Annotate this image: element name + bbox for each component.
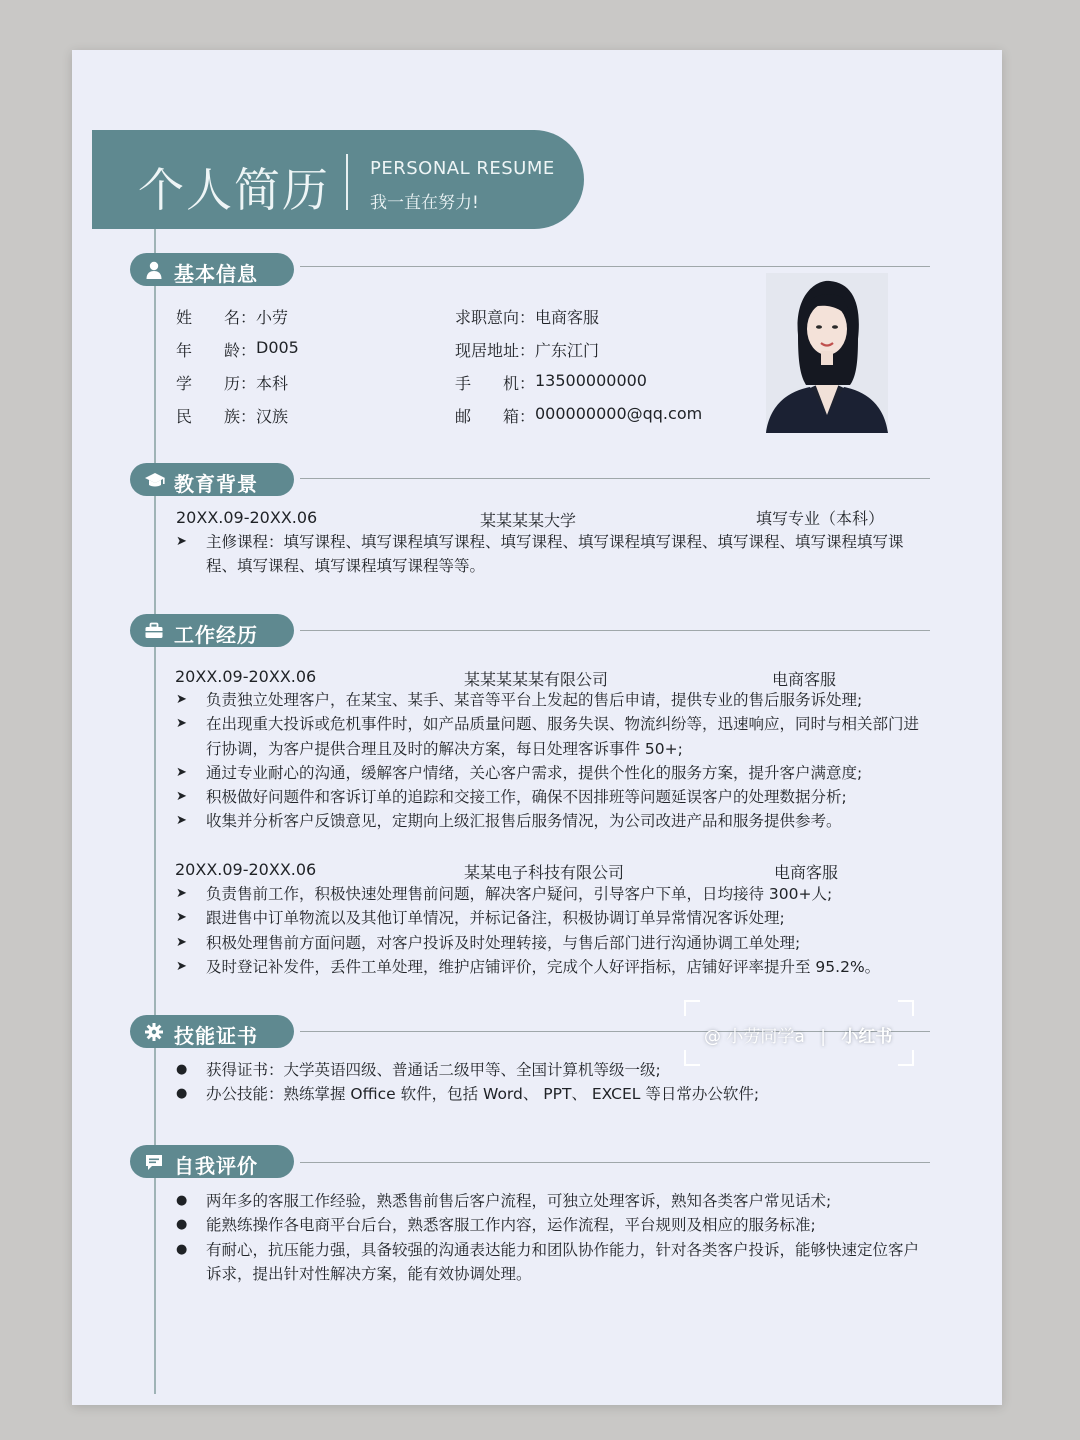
info-value: D005 — [256, 338, 299, 357]
list-item — [176, 955, 921, 979]
arrow-bullet-icon: ➤ — [176, 934, 187, 950]
info-label: 学 历： — [176, 374, 257, 393]
section-header-skills — [130, 1015, 294, 1048]
work-position: 电商客服 — [772, 670, 837, 689]
list-item — [176, 688, 921, 712]
watermark-separator: | — [820, 1027, 826, 1047]
list-item — [176, 712, 921, 761]
resume-subtitle-en: PERSONAL RESUME — [370, 158, 555, 179]
watermark-frame-corner — [684, 1000, 700, 1016]
list-item — [176, 1189, 921, 1213]
arrow-bullet-icon: ➤ — [176, 692, 187, 707]
list-item — [176, 1082, 921, 1106]
info-value: 电商客服 — [535, 308, 600, 327]
arrow-bullet-icon: ➤ — [176, 534, 187, 549]
list-item-text: 通过专业耐心的沟通，缓解客户情绪，关心客户需求，提供个性化的服务方案，提升客户满意度; — [206, 763, 863, 782]
work-period: 20XX.09-20XX.06 — [175, 667, 317, 686]
profile-photo — [766, 273, 888, 433]
info-label: 求职意向： — [455, 308, 536, 327]
dot-bullet-icon: ● — [176, 1086, 188, 1102]
list-item-text: 在出现重大投诉或危机事件时，如产品质量问题、服务失误、物流纠纷等，迅速响应，同时与相关部门进行协调，为客户提供合理且及时的解决方案，每日处理客诉事件 50+; — [206, 715, 920, 758]
resume-banner — [92, 130, 584, 229]
list-item-text: 两年多的客服工作经验，熟悉售前售后客户流程，可独立处理客诉，熟知各类客户常见话术; — [206, 1192, 832, 1210]
person-icon — [144, 260, 164, 280]
arrow-bullet-icon: ➤ — [176, 958, 187, 974]
section-divider — [300, 630, 930, 631]
info-value: 汉族 — [256, 407, 289, 426]
arrow-bullet-icon: ➤ — [176, 716, 187, 732]
dot-bullet-icon: ● — [176, 1193, 188, 1208]
work-duty-list — [176, 688, 921, 834]
watermark-frame-corner — [898, 1000, 914, 1016]
info-label: 民 族： — [176, 407, 257, 426]
info-label: 现居地址： — [455, 341, 536, 360]
list-item-text: 负责独立处理客户，在某宝、某手、某音等平台上发起的售后申请，提供专业的售后服务诉处理; — [206, 691, 863, 709]
dot-bullet-icon: ● — [176, 1062, 188, 1077]
dot-bullet-icon: ● — [176, 1217, 188, 1233]
list-item-text: 有耐心，抗压能力强，具备较强的沟通表达能力和团队协作能力，针对各类客户投诉，能够快速定位客户诉求，提出针对性解决方案，能有效协调处理。 — [206, 1240, 920, 1283]
section-header-basic-info — [130, 253, 294, 286]
education-course-list — [176, 530, 921, 579]
info-value: 广东江门 — [535, 341, 600, 360]
arrow-bullet-icon: ➤ — [176, 789, 187, 805]
section-header-work — [130, 614, 294, 647]
briefcase-icon — [144, 621, 164, 641]
arrow-bullet-icon: ➤ — [176, 886, 187, 901]
section-divider — [300, 1162, 930, 1163]
info-value: 000000000@qq.com — [535, 404, 703, 423]
section-header-education — [130, 463, 294, 496]
dot-bullet-icon: ● — [176, 1241, 188, 1257]
list-item-text: 主修课程：填写课程、填写课程填写课程、填写课程、填写课程填写课程、填写课程、填写课程填写课程、填写课程、填写课程填写课程等等。 — [206, 533, 904, 576]
watermark-brand: 小红书 — [841, 1027, 893, 1047]
list-item — [176, 906, 921, 930]
section-label: 基本信息 — [174, 262, 258, 286]
list-item — [176, 530, 921, 579]
watermark-handle: @ 小劳同学a — [704, 1027, 805, 1047]
work-position: 电商客服 — [774, 863, 839, 882]
list-item — [176, 761, 921, 785]
list-item-text: 跟进售中订单物流以及其他订单情况，并标记备注，积极协调订单异常情况客诉处理; — [206, 909, 785, 928]
watermark-text — [704, 1022, 892, 1047]
watermark-frame-corner — [684, 1050, 700, 1066]
info-label: 年 龄： — [176, 341, 257, 360]
self-evaluation-list — [176, 1189, 921, 1286]
list-item — [176, 809, 921, 833]
list-item-text: 获得证书：大学英语四级、普通话二级甲等、全国计算机等级一级; — [206, 1061, 661, 1079]
section-label: 工作经历 — [174, 623, 258, 647]
education-major: 填写专业（本科） — [756, 509, 885, 528]
list-item-text: 办公技能：熟练掌握 Office 软件，包括 Word、 PPT、 EXCEL 等日常办公软件; — [206, 1085, 760, 1104]
info-value: 小劳 — [256, 308, 289, 327]
list-item — [176, 1213, 921, 1237]
graduation-cap-icon — [144, 470, 164, 490]
list-item — [176, 1238, 921, 1287]
list-item — [176, 882, 921, 906]
work-company: 某某某某某有限公司 — [464, 670, 609, 689]
work-company: 某某电子科技有限公司 — [464, 863, 625, 882]
info-value: 本科 — [256, 374, 289, 393]
list-item — [176, 931, 921, 955]
education-school: 某某某某大学 — [480, 511, 577, 530]
list-item-text: 及时登记补发件，丢件工单处理，维护店铺评价，完成个人好评指标，店铺好评率提升至 95.2%。 — [206, 957, 881, 976]
banner-divider — [346, 154, 348, 210]
section-divider — [300, 478, 930, 479]
resume-paper — [72, 50, 1002, 1405]
info-label: 手 机： — [455, 374, 536, 393]
list-item-text: 积极做好问题件和客诉订单的追踪和交接工作，确保不因排班等问题延误客户的处理数据分析; — [206, 788, 847, 807]
list-item-text: 负责售前工作，积极快速处理售前问题，解决客户疑问，引导客户下单，日均接待 300+人; — [206, 885, 833, 903]
watermark — [684, 1000, 914, 1066]
arrow-bullet-icon: ➤ — [176, 764, 187, 780]
list-item — [176, 785, 921, 809]
section-label: 技能证书 — [174, 1024, 258, 1048]
list-item-text: 收集并分析客户反馈意见，定期向上级汇报售后服务情况，为公司改进产品和服务提供参考。 — [206, 812, 842, 831]
info-label: 姓 名： — [176, 308, 257, 327]
watermark-frame-corner — [898, 1050, 914, 1066]
list-item-text: 能熟练操作各电商平台后台，熟悉客服工作内容，运作流程，平台规则及相应的服务标准; — [206, 1216, 816, 1235]
section-divider — [300, 266, 930, 267]
resume-title: 个人简历 — [138, 163, 330, 217]
gear-icon — [144, 1022, 164, 1042]
resume-motto: 我一直在努力! — [370, 193, 479, 213]
list-item-text: 积极处理售前方面问题，对客户投诉及时处理转接，与售后部门进行沟通协调工单处理; — [206, 933, 801, 952]
education-period: 20XX.09-20XX.06 — [176, 508, 318, 527]
info-label: 邮 箱： — [455, 407, 536, 426]
arrow-bullet-icon: ➤ — [176, 910, 187, 926]
work-period: 20XX.09-20XX.06 — [175, 860, 317, 879]
info-value: 13500000000 — [535, 371, 647, 390]
timeline-line — [154, 229, 156, 1394]
work-duty-list — [176, 882, 921, 979]
arrow-bullet-icon: ➤ — [176, 813, 187, 829]
section-label: 自我评价 — [174, 1154, 258, 1178]
comment-icon — [144, 1152, 164, 1172]
section-label: 教育背景 — [174, 472, 258, 496]
section-header-self-evaluation — [130, 1145, 294, 1178]
